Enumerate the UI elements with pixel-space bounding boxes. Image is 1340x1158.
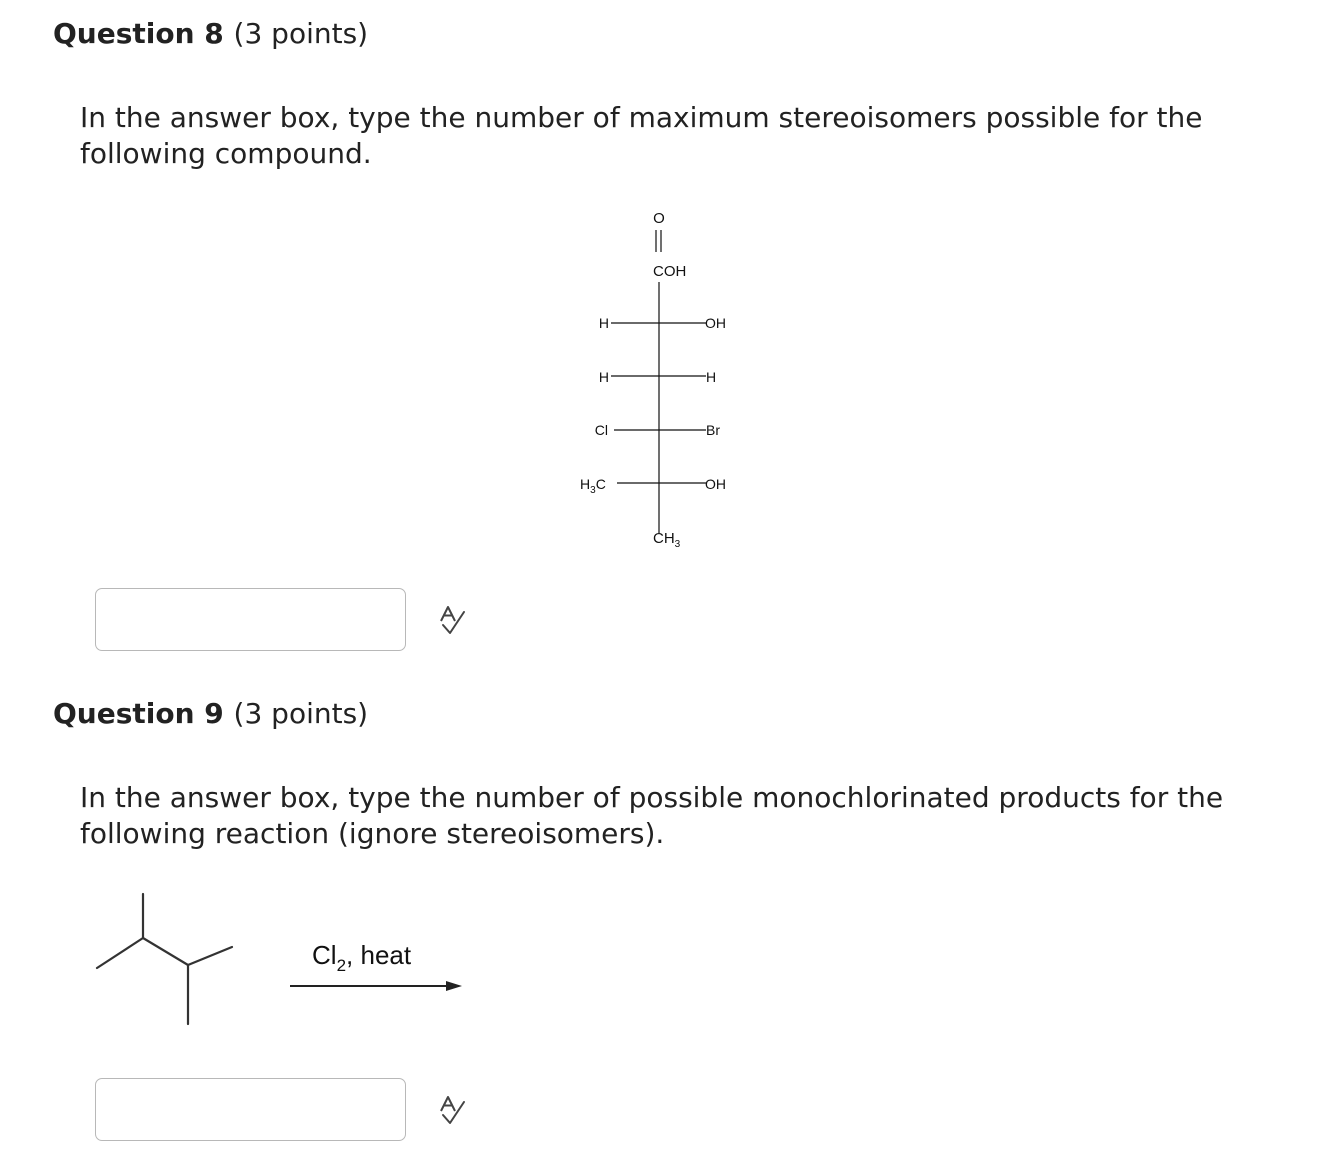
question-8-prompt: In the answer box, type the number of maximum stereoisomers possible for the following compound.: [80, 101, 1203, 170]
spell-check-icon[interactable]: [434, 1094, 470, 1128]
row-4-left-label: $H_3C$: [580, 476, 606, 496]
row-2-left-label: H: [598, 369, 609, 385]
row-3-left-label: Cl: [594, 422, 608, 438]
question-8-number: Question 8: [53, 17, 224, 50]
spell-check-icon[interactable]: [434, 604, 470, 638]
top-group-label: COH: [653, 263, 687, 280]
right-arrow-icon: [446, 981, 462, 991]
question-8-answer-input[interactable]: [95, 588, 406, 651]
reactant-skeletal-structure: [97, 894, 232, 1024]
row-2-right-label: H: [706, 369, 717, 385]
reaction-diagram: [90, 885, 480, 1035]
row-1-right-label: OH: [705, 315, 726, 331]
carbonyl-oxygen-label: O: [653, 210, 665, 227]
row-4-right-label: OH: [705, 476, 726, 492]
question-8-heading: [53, 17, 368, 51]
question-9-answer-input[interactable]: [95, 1078, 406, 1141]
fischer-projection-diagram: [560, 200, 780, 560]
reagent-label: $Cl_2$, heat: [312, 940, 412, 975]
question-9-prompt: In the answer box, type the number of possible monochlorinated products for the following reaction (ignore stereoisomers).: [80, 781, 1224, 850]
question-9-points: (3 points): [233, 697, 369, 730]
question-9-number: Question 9: [53, 697, 224, 730]
question-9-heading: [53, 697, 368, 731]
row-1-left-label: H: [598, 315, 609, 331]
row-3-right-label: Br: [706, 422, 720, 438]
question-8-points: (3 points): [233, 17, 369, 50]
bottom-group-label: $CH_3$: [653, 530, 681, 550]
